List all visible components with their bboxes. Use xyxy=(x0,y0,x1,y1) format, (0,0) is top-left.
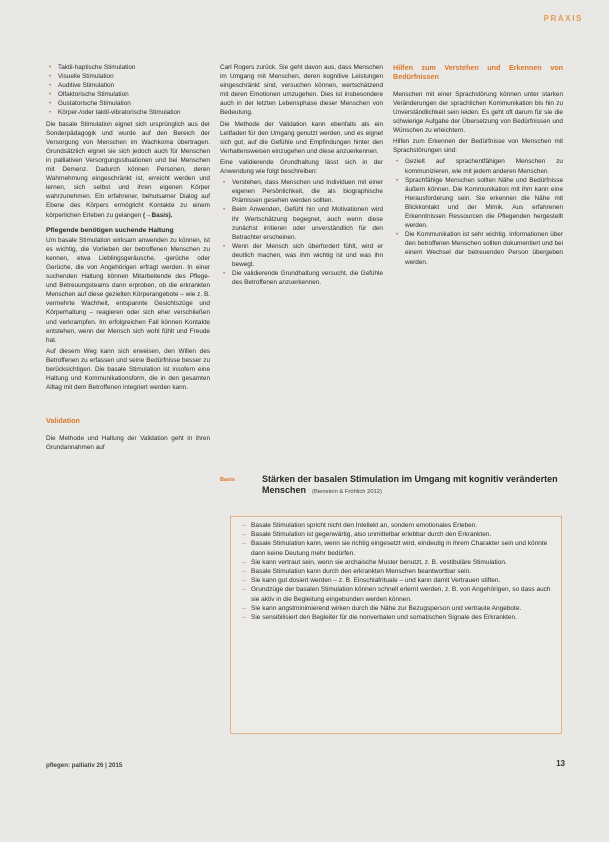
list-item: • Körper-/oder taktil-vibratorische Stimulation xyxy=(58,108,210,117)
paragraph: Menschen mit einer Sprachstörung können unter starken Veränderungen der sprachlichen Kommunikation bis hin zu Unverständlichkeit sein leiden. Es geht oft darum für sie die schwierige Aufgabe der Übersetzung von Bedürfnissen und Wünschen zu erleichtern. xyxy=(393,90,563,135)
list-item: – Sie kann angstminimierend wirken durch die Nähe zur Bezugsperson und vertraute Angebote. xyxy=(251,604,553,613)
list-item: • Die Kommunikation ist sehr wichtig. Informationen über den betroffenen Menschen sollten dokumentiert und bei einem Wechsel der betreuenden Person übergeben werden. xyxy=(405,230,563,266)
box-citation: (Bienstein & Fröhlich 2012) xyxy=(312,489,382,495)
list-item: • Gustatorische Stimulation xyxy=(58,99,210,108)
paragraph: Carl Rogers zurück. Sie geht davon aus, dass Menschen im Umgang mit Menschen, deren kognitive Leistungen eingeschränkt sind, versuchen können, wertschätzend mit deren Emotionen umzugehen. Dies ist insbesondere auch in der letzten Lebensphase dieser Menschen von Bedeutung. xyxy=(220,64,383,117)
box-title xyxy=(262,474,562,498)
paragraph-text: Die basale Stimulation eignet sich ursprünglich aus der Sonderpädagogik und wurde auf den Bereich der Versorgung von Menschen im Wachkoma übertragen. Grundsätzlich eignet sie sich jedoch auch für Menschen in palliativen Versorgungssituationen und bei Menschen mit Demenz. Dadurch können Personen, deren Wahrnehmung eingeschränkt ist, erreicht werden und lernen, sich selbst und ihren eigenen Körper wahrzunehmen. Ein erfahrener, behutsamer Dialog auf Ebene des Körpers ermöglicht Kontakte zu einem körperlichen Erleben zu gelangen xyxy=(46,120,210,219)
subheading: Pflegende benötigen suchende Haltung xyxy=(46,226,174,234)
list-item: – Basale Stimulation kann durch den erkrankten Menschen beantwortbar sein. xyxy=(251,567,553,576)
list-item: • Visuelle Stimulation xyxy=(58,72,210,81)
strengths-list xyxy=(231,521,561,622)
paragraph: Die Methode und Haltung der Validation geht in ihren Grundannahmen auf xyxy=(46,434,210,451)
box-title-text: Stärken der basalen Stimulation im Umgang mit kognitiv veränderten Menschen xyxy=(262,474,558,495)
section-heading-needs: Hilfen zum Verstehen und Erkennen von Bedürfnissen xyxy=(393,63,563,82)
list-item: – Basale Stimulation kann, wenn sie richtig eingesetzt wird, eindeutig in ihrem Charakter sein und könnte dann keine Deutung mehr bedürfen. xyxy=(251,539,553,557)
list-item: • Auditive Stimulation xyxy=(58,81,210,90)
page-number: 13 xyxy=(556,759,565,768)
list-item: – Grundzüge der basalen Stimulation können schnell erlernt werden, z. B. von Angehörigen, so dass auch sie aktiv in die Begleitung eingebunden werden können. xyxy=(251,585,553,603)
list-item: • Verstehen, dass Menschen und Individuen mit einer eigenen Persönlichkeit, die als biographische Prämissen gesehen werden sollten. xyxy=(232,178,383,205)
needs-list xyxy=(393,157,563,266)
list-item: – Basale Stimulation ist gegenwärtig, also unmittelbar erlebbar durch den Erkrankten. xyxy=(251,530,553,539)
box-body xyxy=(230,516,562,734)
column-3 xyxy=(393,63,563,269)
list-item: • Beim Anwenden, Gefühl hin und Motivationen wird ihr Wertschätzung begegnet, auch wenn diese zunächst irritieren oder unverständlich für den Betrachter erscheinen. xyxy=(232,205,383,241)
paragraph: Hilfen zum Erkennen der Bedürfnisse von Menschen mit Sprachstörungen sind: xyxy=(393,138,563,155)
list-item: – Sie kann vertraut sein, wenn sie archaische Muster benutzt, z. B. vestibuläre Stimulation. xyxy=(251,558,553,567)
info-box xyxy=(220,470,564,740)
validation-list xyxy=(220,178,383,287)
stimulation-list xyxy=(46,63,210,118)
journal-footer: pflegen: palliativ 26 | 2015 xyxy=(46,762,123,769)
list-item: – Sie sensibilisiert den Begleiter für die nonverbalen und somatischen Signale des Erkrankten. xyxy=(251,613,553,622)
list-item: • Gezielt auf sprachentfähigen Menschen zu kommunizieren, wie mit jedem anderen Menschen. xyxy=(405,157,563,175)
list-item: • Die validierende Grundhaltung versucht, die Gefühle des Betroffenen anzuerkennen. xyxy=(232,269,383,287)
column-2 xyxy=(220,63,383,289)
list-item: • Taktil-haptische Stimulation xyxy=(58,63,210,72)
list-item: – Sie kann gut dosiert werden – z. B. Einschlafrituale – und kann damit Vertrauen stiften. xyxy=(251,576,553,585)
column-1 xyxy=(46,63,210,454)
paragraph xyxy=(46,120,210,220)
section-label: PRAXIS xyxy=(543,14,583,23)
list-item: – Basale Stimulation spricht nicht den Intellekt an, sondern emotionales Erleben. xyxy=(251,521,553,530)
list-item: • Sprachfähige Menschen sollten Nähe und Bedürfnisse äußern können. Die Kommunikation mit ihm kann eine Herausforderung sein. Sie erkennen die Nähe mit Blickkontakt und der Mimik. Aus erfahrenen Erkenntnissen Ressourcen die Pflegenden hergestellt werden. xyxy=(405,176,563,231)
paragraph: Auf diesem Weg kann sich erweisen, den Willen des Betroffenen zu erfassen und seine Bedürfnisse besser zu berücksichtigen. Die basale Stimulation ist insofern eine Haltung und Kommunikationsform, die in den gesamten Alltag mit dem Betroffenen integriert werden kann. xyxy=(46,347,210,392)
section-heading-validation: Validation xyxy=(46,416,80,426)
list-item: • Wenn der Mensch sich überfordert fühlt, wird er deutlich machen, was ihm wichtig ist und was ihn bewegt. xyxy=(232,242,383,269)
list-item: • Olfaktorische Stimulation xyxy=(58,90,210,99)
paragraph: Die Methode der Validation kann ebenfalls als ein Leitfaden für den Umgang genutzt werden, und es eignet sich gut, auf die Gefühle und Empfindungen hinter den Verhaltensweisen einzugehen und diese anzuerkennen. xyxy=(220,120,383,155)
box-reference: (→Basis). xyxy=(143,211,173,219)
box-tag: Basis xyxy=(220,477,235,483)
paragraph: Um basale Stimulation wirksam anwenden zu können, ist es wichtig, die Vorlieben der betroffenen Menschen zu kennen, etwa Lieblingsgeräusche, -gerüche oder Gerüche, die von Angehörigen erfragt werden. In einer suchenden Haltung können Mitarbeitende des Pflege- und Betreuungsteams dann erproben, ob die erkrankten Menschen auf diese gezielten Körperangebote – wie z. B. vermehrte Wachheit, entspannte Gesichtszüge und Körperhaltung – reagieren oder sich eher verschließen und verkrampfen. Im erfolgreichen Fall können Kontakte entstehen, wenn der Mensch sich wohl fühlt und Freude hat. xyxy=(46,236,210,344)
paragraph: Eine validierende Grundhaltung lässt sich in der Anwendung wie folgt beschreiben: xyxy=(220,158,383,176)
